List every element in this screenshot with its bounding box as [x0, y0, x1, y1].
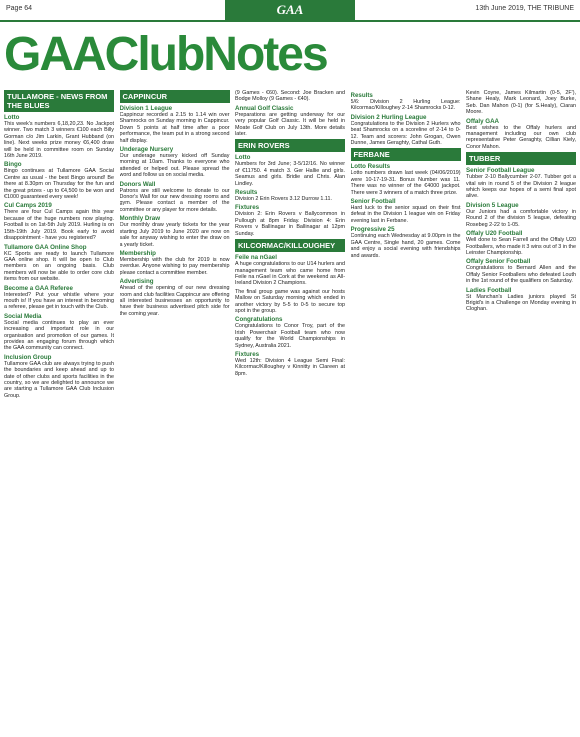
club-section-heading: TUBBER — [466, 152, 576, 165]
item-body-text: Division 2: Erin Rovers v Ballycommon in Pullough at 8pm Friday. Division 4: Erin Rovers v Ballinagar in Ballinagar at 12pm Sunday. — [235, 211, 345, 237]
item-subheading: Division 1 League — [119, 105, 173, 112]
item-body-text: Bingo continues at Tullamore GAA Social Centre as usual - the best Bingo around! Be there at 8.30pm on Thursday for the fun and the great prizes - up to €4,500 to be won and €1000 guaranteed every week! — [4, 168, 114, 201]
item-body-text: Numbers for 3rd June; 3-5/12/16. No winner of €11750. 4 match 3. Ger Hallie and girls. Seamus and girls. Bridie and Chris. Alan Lindley. — [235, 161, 345, 187]
item-body-text: Patrons are still welcome to donate to our Donor's Wall for our new dressing rooms and gym. Please contact a member of the committee or any player for more details. — [119, 187, 230, 213]
item-body-text: Membership with the club for 2019 is now overdue. Anyone wishing to pay membership please contact a committee member. — [119, 256, 230, 276]
page-header — [0, 0, 580, 22]
item-body-text: Continuing each Wednesday at 9.00pm in the GAA Centre, Single hand, 20 games. Come and enjoy a social evening with friendships and awards. — [350, 233, 461, 259]
club-section-heading: ERIN ROVERS — [235, 139, 345, 152]
section-label: GAA — [276, 2, 304, 17]
item-subheading: Results — [235, 189, 258, 197]
item-body-text: Best wishes to the Offaly hurlers and management including our own club representative Peter Geraghty, Cillian Kiely, Conor Mahon. — [466, 124, 576, 150]
column-2 — [120, 90, 230, 735]
item-subheading: Ladies Football — [466, 286, 512, 294]
item-subheading: Donors Wall — [119, 180, 156, 188]
item-body-text: Interested? Put your whistle where your mouth is! If you have an interest in becoming a referee, please get in touch with the Club. — [4, 291, 114, 311]
item-subheading: Results — [350, 92, 373, 99]
item-body-text: Tubber 2-10 Ballycumber 2-07. Tubber got a vital win in round 5 of the Division 2 league which keeps our hopes of a semi final spot alive. — [466, 174, 576, 200]
item-subheading: Monthly Draw — [119, 215, 161, 223]
item-subheading: Division 2 Hurling League — [350, 113, 427, 121]
item-subheading: Underage Nursery — [119, 146, 174, 154]
item-body-text: The final group game was against our hosts Mallow on Saturday morning which ended in another victory by 5-5 to 0-5 to secure top spot in the group. — [235, 288, 345, 314]
item-body-text: Cappincur recorded a 2.15 to 1.14 win over Shamrocks on Sunday morning in Cappincur. Down 5 points at half time after a poor performance, the team put in a strong second half display. — [119, 112, 230, 144]
item-body-text: Preparations are getting underway for our very popular Golf Classic. It will be held in Moate Golf Club on July 13th. More details later. — [235, 111, 345, 138]
item-body-text: Division 2 Erin Rovers 3.12 Durrow 1.11. — [235, 196, 332, 203]
item-subheading: Inclusion Group — [4, 353, 52, 361]
item-body-text: Ahead of the opening of our new dressing room and club facilities Cappincur are offering all interested businesses an opportunity to have their business advertised pitch side for the coming year. — [119, 285, 230, 317]
item-subheading: Feile na nGael — [235, 254, 277, 262]
column-3 — [235, 90, 345, 735]
page-number: Page 64 — [6, 5, 33, 12]
club-section-heading: TULLAMORE - NEWS FROM THE BLUES — [4, 90, 114, 112]
item-body-text: Wed 12th: Division 4 League Semi Final: Kilcormac/Killoughey v Kinnitty in Clareen at 8pm. — [235, 357, 345, 377]
item-subheading: Membership — [119, 249, 156, 257]
item-subheading: Lotto — [4, 114, 20, 121]
item-subheading: Offaly U20 Football — [466, 230, 523, 238]
item-subheading: Senior Football — [350, 198, 396, 206]
columns-container — [4, 90, 576, 735]
item-subheading: Fixtures — [235, 350, 260, 358]
item-body-text: Congratulations to Conor Troy, part of the Irish Powerchair Football team who now qualify for the World Championships in Sydney, Australia 2021. — [235, 323, 345, 349]
item-body-text: There are four Cul Camps again this year because of the huge numbers now playing. Football is on 1st-5th July 2019. Hurling is on 15th-19th July 2019. Book early to avoid disappointment - have you registered? — [4, 209, 114, 242]
item-subheading: Lotto Results — [350, 163, 391, 171]
item-subheading: Division 5 League — [466, 201, 519, 209]
item-subheading: Advertising — [119, 278, 154, 286]
club-section-heading: CAPPINCUR — [120, 90, 230, 103]
item-body-text: Our monthly draw yearly tickets for the year starting July 2019 to June 2020 are now on sale for anyway wishing to enter the draw on a yearly ticket. — [119, 222, 230, 248]
item-body-text: 5/6: Division 2 Hurling League: Kilcormac/Killoughey 2-14 Shamrocks 0-12. — [350, 99, 461, 112]
masthead — [4, 26, 576, 84]
item-body-text: Lotto numbers drawn last week (04/06/2019) were 10-17-19-31. Bonus Number was 11. There was no winner of the €4000 jackpot. There were 3 winners of a match three prize. — [350, 170, 461, 196]
column-4 — [351, 90, 461, 735]
club-notes-logo: GAAClubNotes — [4, 28, 327, 81]
item-body-text: (9 Games - €60). Second: Joe Bracken and Bodge Molloy (9 Games - €40). — [235, 90, 345, 103]
item-body-text: A huge congratulations to our U14 hurlers and management team who came home from Feile na nGael in Cork at the weekend as All-Ireland Division 2 Champions. — [235, 261, 345, 287]
item-subheading: Senior Football League — [466, 167, 535, 175]
item-subheading: Congratulations — [235, 316, 283, 324]
item-subheading: Tullamore GAA Online Shop — [4, 243, 87, 251]
item-subheading: Become a GAA Referee — [4, 284, 73, 292]
item-body-text: Our Juniors had a comfortable victory in Round 2 of the division 5 league, defeating Rosebeg 2-22 to 1-05. — [466, 208, 576, 228]
item-body-text: Congratulations to the Division 2 Hurlers who beat Shamrocks on a scoreline of 2-14 to 0-12. Team and scorers: John Grogan, Owen Dunne, James Geraghty, Cathal Guth. — [350, 120, 461, 147]
item-body-text: Well done to Sean Farrell and the Offaly U20 Footballers, who made it 3 wins out of 3 in the Leinster Championship. — [466, 237, 576, 256]
item-body-text: Our underage nursery kicked off Sunday morning at 10am. Thanks to everyone who attended or helped out. Please spread the word and follow us on social media. — [119, 153, 230, 179]
column-5 — [466, 90, 576, 735]
item-body-text: This week's numbers 6,18,20,23. No Jackpot winner. Two match 3 winners €100 each Billy Gorman c/o Jim Larkin, Grant Hubband (on line). Next weeks prize money €6,400 draw will be held in committee room on Sunday 16th June 2019. — [4, 121, 114, 160]
item-body-text: Tullamore GAA club are always trying to push the boundaries and keep ahead and up to date of other clubs and sports facilities in the country, so we are delighted to announce we are starting a Tullamore GAA Club Inclusion Group. — [4, 360, 114, 399]
item-subheading: Social Media — [4, 312, 42, 320]
item-body-text: Congratulations to Bernard Allen and the Offaly Senior Footballers who defeated Louth in the 1st round of the qualifiers on Saturday. — [466, 265, 576, 285]
item-body-text: Social media continues to play an ever increasing and important role in our organisation and promotion of our games. It provides an engaging forum through which the GAA community can connect. — [4, 319, 114, 352]
item-subheading: Progressive 25 — [350, 226, 395, 234]
issue-date: 13th June 2019, THE TRIBUNE — [475, 5, 574, 12]
item-body-text: Hard luck to the senior squad on their first defeat in the Division 1 league win on Friday evening last in Ferbane. — [350, 205, 461, 224]
club-section-heading: KILCORMAC/KILLOUGHEY — [235, 239, 345, 252]
item-subheading: Lotto — [235, 154, 251, 162]
item-subheading: Offaly GAA — [466, 117, 500, 125]
item-body-text: St Manchan's Ladies juniors played St Brigid's in a Challenge on Monday evening in Cloghan. — [466, 293, 576, 313]
club-section-heading: FERBANE — [351, 148, 461, 161]
item-body-text: KC Sports are ready to launch Tullamore GAA online shop. It will be open to Club members on an ongoing basis. Club members will now be able to order core club items from our website. — [4, 250, 114, 283]
column-1 — [4, 90, 114, 735]
item-subheading: Fixtures — [235, 204, 260, 212]
item-body-text: Kevin Coyne, James Kilmartin (0-5, 2F'), Shane Healy, Mark Leonard, Joey Burke, Seb. Dan Mahon (0-1) (for S.Healy), Ciaran Moore. — [466, 90, 576, 116]
item-subheading: Offaly Senior Football — [466, 258, 531, 266]
item-subheading: Annual Golf Classic — [235, 104, 294, 112]
item-subheading: Cul Camps 2019 — [4, 202, 52, 210]
item-subheading: Bingo — [4, 161, 22, 169]
